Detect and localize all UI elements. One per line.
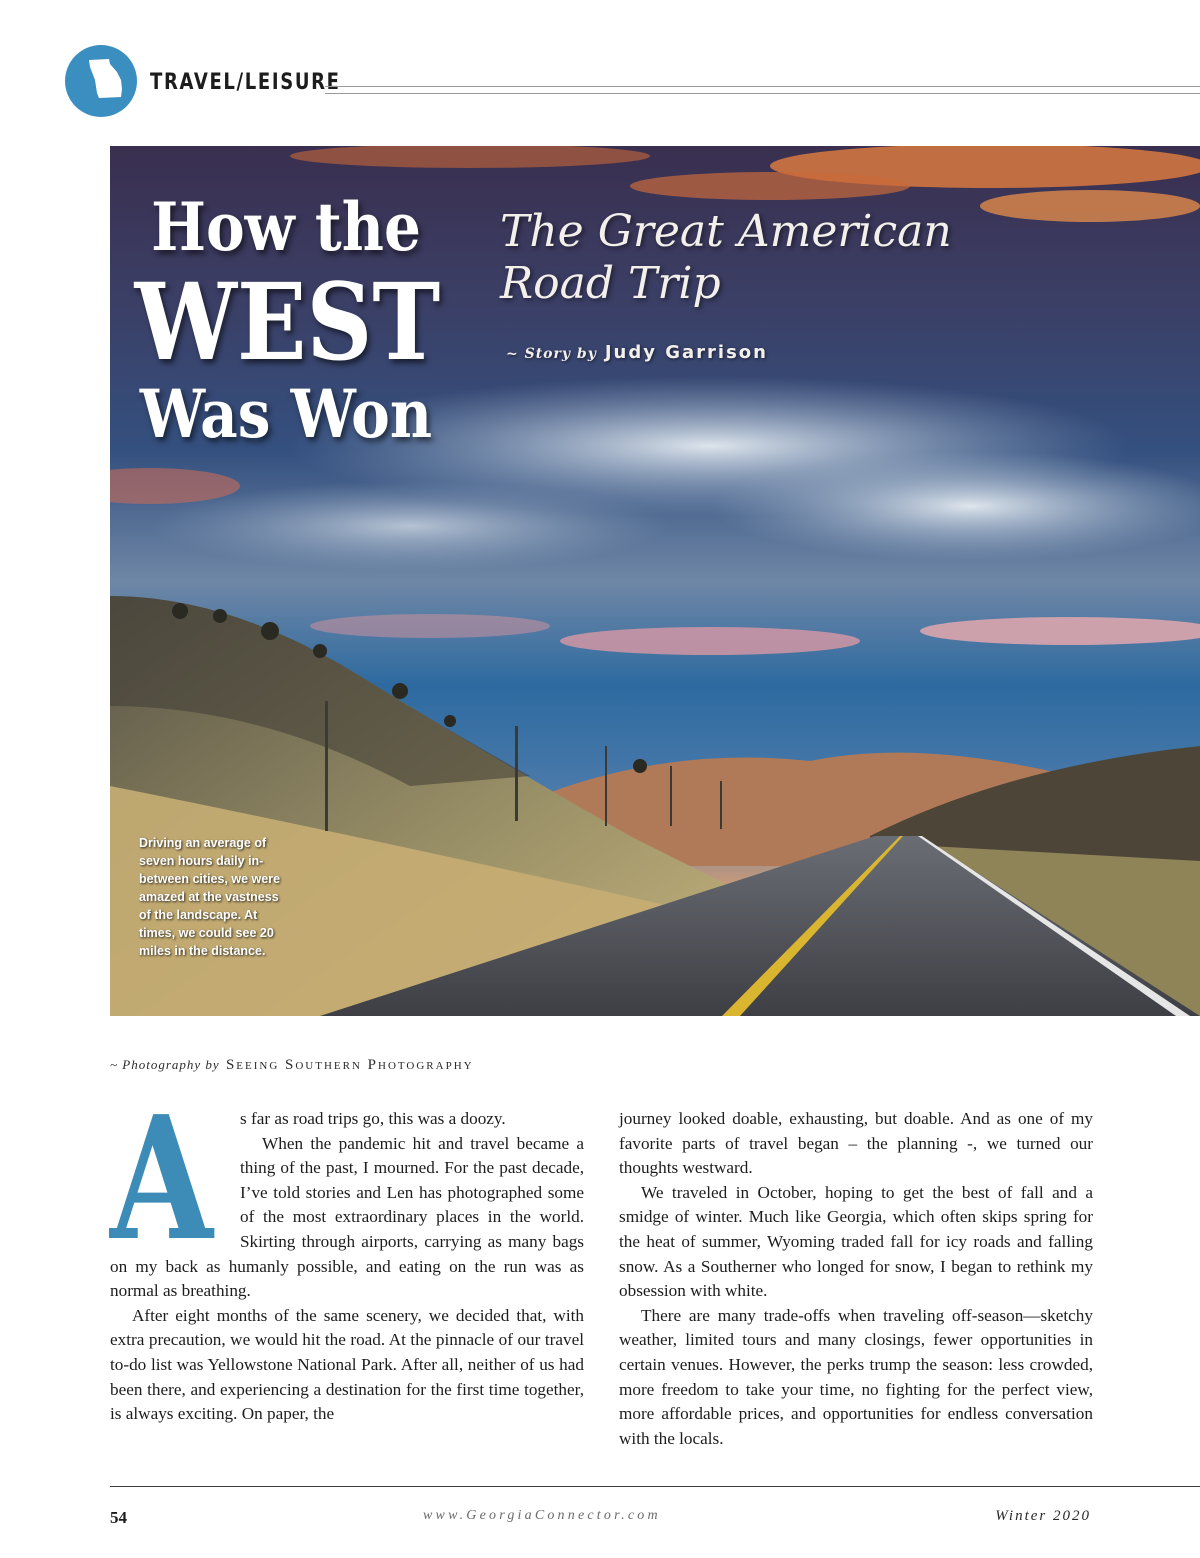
paragraph: s far as road trips go, this was a doozy.	[240, 1109, 506, 1128]
footer-rule	[110, 1486, 1200, 1487]
article-subtitle	[500, 206, 1020, 310]
georgia-state-outline-icon	[65, 45, 137, 117]
paragraph: After eight months of the same scenery, we decided that, with extra precaution, we would hit the road. At the pinnacle of our travel to-do list was Yellowstone National Park. After all, neither of us had been there, and experiencing a destination for the first time together, is always exciting. On paper, the	[110, 1305, 584, 1424]
subtitle-line-1: The Great American	[500, 206, 952, 257]
headline-line-1: How the	[151, 188, 421, 266]
header-rule	[325, 86, 1200, 94]
story-byline	[506, 342, 768, 363]
article-column-left	[110, 1079, 584, 1427]
article-headline	[110, 186, 462, 452]
paragraph: When the pandemic hit and travel became a thing of the past, I mourned. For the past decade, I’ve told stories and Len has photographed some of the most extraordinary places in the world. Skirting through airports, carrying as many bags on my back as humanly possible, and eating on the run was as normal as breathing.	[110, 1133, 584, 1301]
photo-caption: Driving an average of seven hours daily in-between cities, we were amazed at the vastness of the landscape. At times, we could see 20 miles in the distance.	[139, 836, 281, 958]
section-label: TRAVEL/LEISURE	[150, 70, 341, 95]
hero-photo	[110, 146, 1200, 1016]
section-badge	[65, 45, 137, 117]
subtitle-line-2: Road Trip	[500, 258, 721, 309]
article-column-right	[619, 1107, 1093, 1451]
paragraph: journey looked doable, exhausting, but doable. And as one of my favorite parts of travel began – the planning -, we turned our thoughts westward.	[619, 1109, 1093, 1178]
paragraph: There are many trade-offs when traveling off-season—sketchy weather, limited tours and many closings, fewer opportunities in certain venues. However, the perks trump the season: less crowded, more freedom to take your time, no fighting for the perfect view, more affordable prices, and opportunities for endless conversation with the locals.	[619, 1305, 1093, 1448]
byline-author: Judy Garrison	[604, 342, 768, 363]
headline-line-2: WEST	[134, 259, 441, 384]
paragraph: We traveled in October, hoping to get the best of fall and a smidge of winter. Much like Georgia, which often skips spring for the heat of summer, Wyoming traded fall for icy roads and falling snow. As a Southerner who longed for snow, I began to rethink my obsession with white.	[619, 1182, 1093, 1301]
byline-prefix: ~ Story by	[506, 346, 597, 362]
page-number: 54	[110, 1508, 127, 1527]
photo-credit	[110, 1057, 474, 1074]
photo-credit-name: Seeing Southern Photography	[225, 1057, 474, 1073]
footer-url: www.GeorgiaConnector.com	[423, 1508, 661, 1523]
photo-credit-prefix: ~ Photography by	[110, 1057, 220, 1072]
headline-line-3: Was Won	[139, 375, 433, 453]
drop-cap: A	[110, 1079, 213, 1279]
footer-issue: Winter 2020	[995, 1508, 1091, 1524]
